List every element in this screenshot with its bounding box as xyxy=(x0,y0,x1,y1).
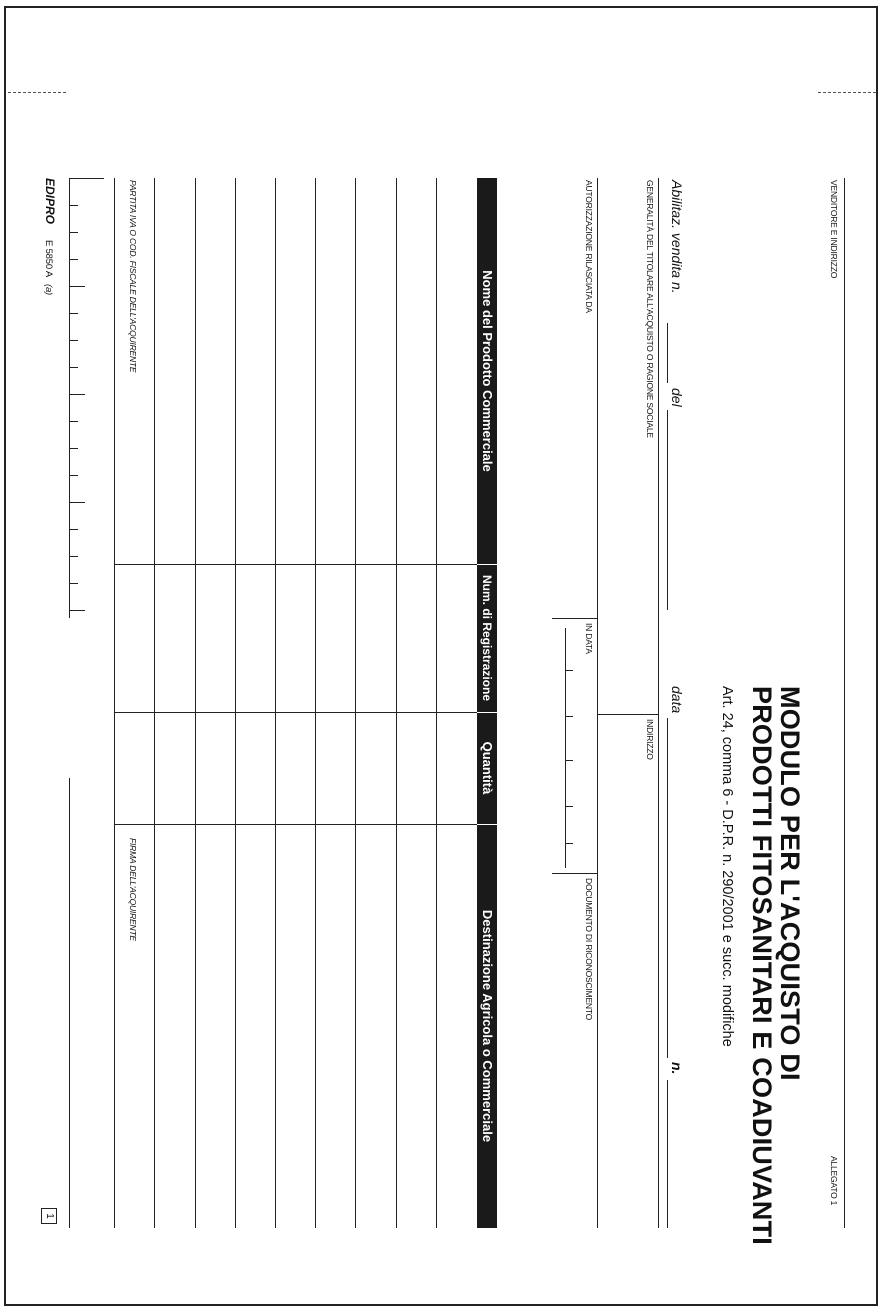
column-rule xyxy=(115,712,477,713)
table-row[interactable] xyxy=(316,178,356,1228)
vat-box-bottom[interactable] xyxy=(69,178,70,618)
vat-tick xyxy=(70,394,85,395)
vat-tick xyxy=(70,232,78,233)
vat-box-left xyxy=(70,178,104,179)
header-divider xyxy=(477,564,497,565)
license-date-line[interactable] xyxy=(667,410,668,610)
in-date-field-line[interactable] xyxy=(565,628,566,868)
address-label: INDIRIZZO xyxy=(645,719,655,760)
data-label: data xyxy=(669,686,685,714)
vat-tick xyxy=(70,556,78,557)
header-registration: Num. di Registrazione xyxy=(480,574,494,702)
rotated-form xyxy=(43,178,845,1245)
date-tick xyxy=(565,843,573,844)
top-rule xyxy=(844,178,845,1228)
header-divider xyxy=(477,712,497,713)
page-number: 1 xyxy=(41,1208,57,1224)
cut-mark-left xyxy=(8,92,66,93)
number-line[interactable] xyxy=(667,1080,668,1228)
date-tick xyxy=(565,670,573,671)
date-tick xyxy=(565,806,573,807)
vat-tick xyxy=(70,448,78,449)
vat-tick xyxy=(70,421,78,422)
divider-in-date xyxy=(552,618,598,619)
vat-tick xyxy=(70,340,78,341)
vat-tick xyxy=(70,205,78,206)
vat-tick xyxy=(70,367,78,368)
date-tick xyxy=(565,760,573,761)
form-variant: (a) xyxy=(43,284,54,296)
vat-tick xyxy=(70,313,78,314)
in-date-label: IN DATA xyxy=(584,623,594,654)
signature-line[interactable] xyxy=(69,778,70,1228)
table-row[interactable] xyxy=(397,178,437,1228)
vat-tick xyxy=(70,502,85,503)
table-row[interactable] xyxy=(356,178,396,1228)
signature-label: FIRMA DELL'ACQUIRENTE xyxy=(128,838,138,941)
column-rule xyxy=(115,824,477,825)
table-row[interactable] xyxy=(155,178,195,1228)
table-row[interactable] xyxy=(437,178,477,1228)
divider-address xyxy=(598,714,659,715)
holder-label: GENERALITÀ DEL TITOLARE ALL'ACQUISTO O RAGIONE SOCIALE xyxy=(645,180,655,438)
n-label: n. xyxy=(669,1062,685,1075)
header-quantity: Quantità xyxy=(480,741,495,795)
rule-1 xyxy=(658,178,659,1228)
table-row[interactable] xyxy=(196,178,236,1228)
vat-tick xyxy=(70,286,85,287)
vat-tick xyxy=(70,583,78,584)
license-number-line[interactable] xyxy=(667,323,668,383)
form-title-line2: PRODOTTI FITOSANITARI E COADIUVANTI xyxy=(747,686,777,1245)
divider-id-document xyxy=(552,873,598,874)
vat-label: PARTITA IVA O COD. FISCALE DELL'ACQUIRENTE xyxy=(128,180,138,373)
id-document-label: DOCUMENTO DI RICONOSCIMENTO xyxy=(584,878,594,1021)
vat-tick xyxy=(70,610,85,611)
form-subtitle: Art. 24, comma 6 - D.P.R. n. 290/2001 e succ. modifiche xyxy=(719,686,735,1047)
row-rule xyxy=(114,178,115,1228)
vat-tick xyxy=(70,529,78,530)
del-label: del xyxy=(669,388,685,407)
vendor-label: VENDITORE E INDIRIZZO xyxy=(829,180,839,279)
vat-tick xyxy=(70,259,78,260)
date-tick xyxy=(565,716,573,717)
cut-mark-right xyxy=(818,92,876,93)
table-row[interactable] xyxy=(236,178,276,1228)
license-label: Abilitaz. vendita n. xyxy=(669,180,685,294)
rule-2 xyxy=(597,178,598,1228)
attachment-label: ALLEGATO 1 xyxy=(829,1156,839,1206)
form-title-line1: MODULO PER L'ACQUISTO DI xyxy=(775,686,805,1081)
table-row[interactable] xyxy=(276,178,316,1228)
header-product: Nome del Prodotto Commerciale xyxy=(480,270,495,472)
authorization-label: AUTORIZZAZIONE RILASCIATA DA xyxy=(584,180,594,313)
form-code: E 5850 A xyxy=(43,240,54,277)
date-line[interactable] xyxy=(667,718,668,1058)
publisher-logo: EDIPRO xyxy=(43,178,57,225)
header-destination: Destinazione Agricola o Commerciale xyxy=(480,909,495,1143)
vat-tick xyxy=(70,475,78,476)
header-divider xyxy=(477,824,497,825)
column-rule xyxy=(115,564,477,565)
